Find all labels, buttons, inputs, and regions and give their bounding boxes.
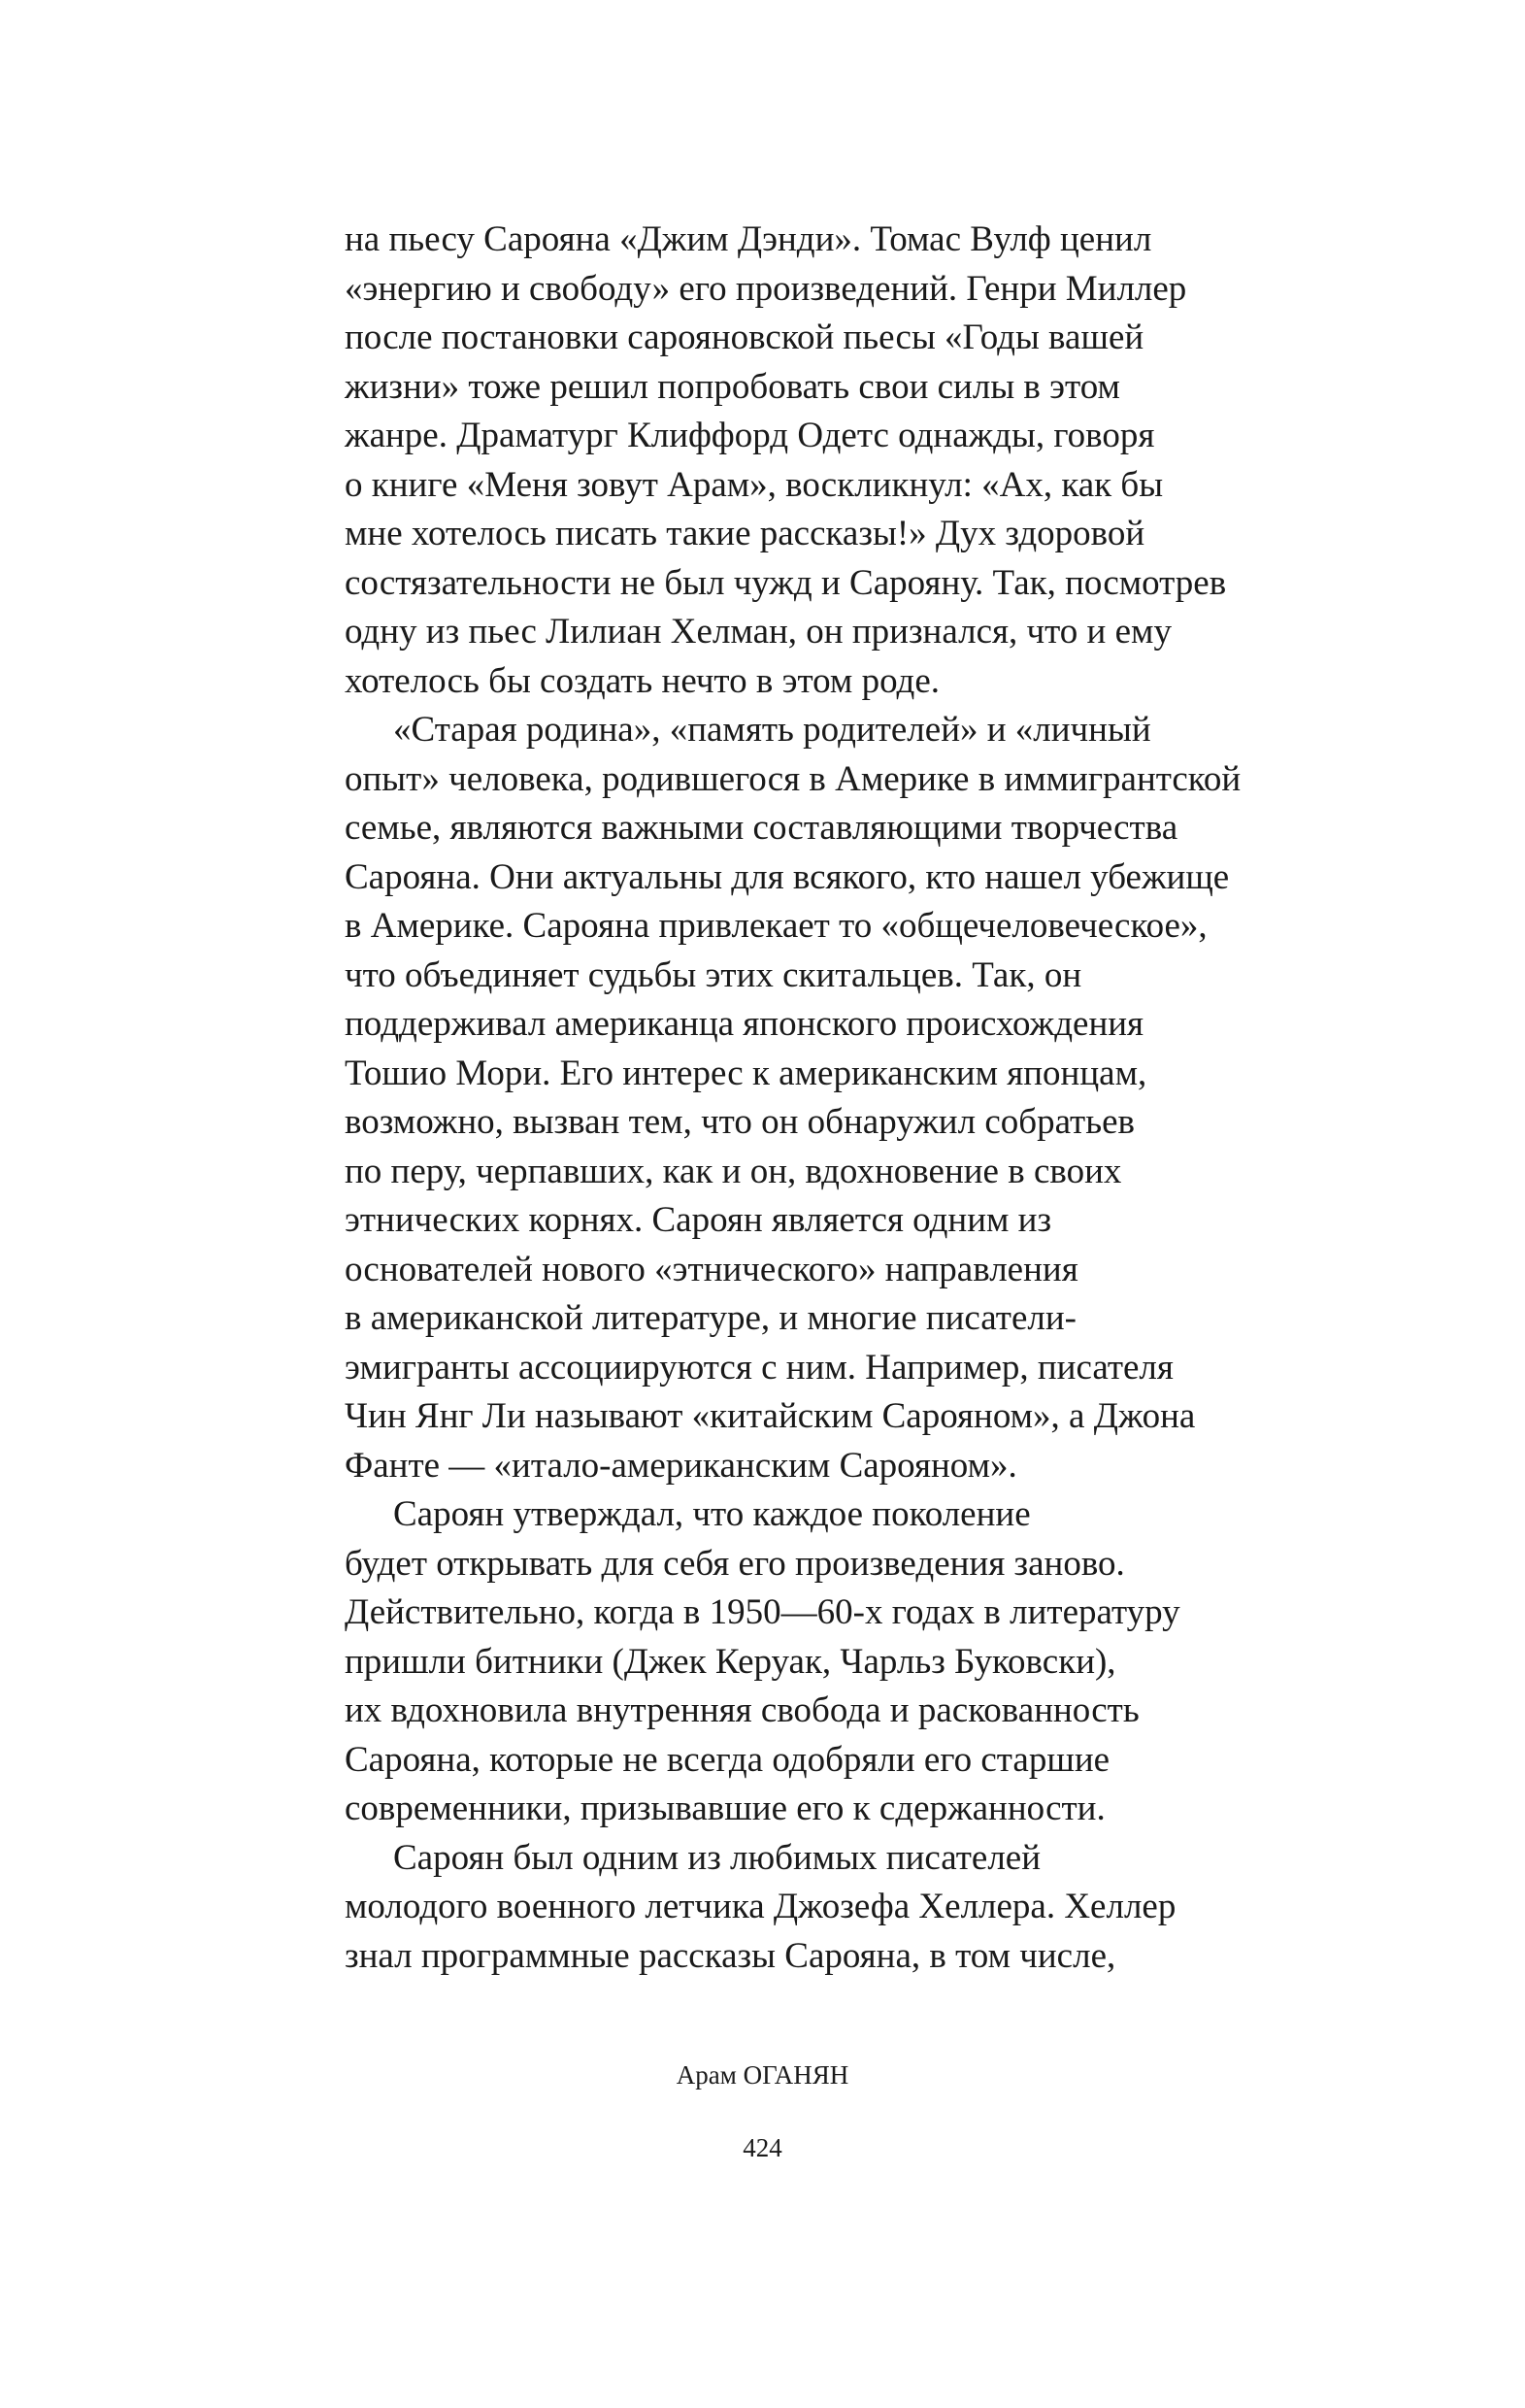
text-line: Сарояна, которые не всегда одобряли его старшие [345,1739,1111,1780]
text-line: эмигранты ассоциируются с ним. Например, писателя [345,1347,1174,1388]
text-line: «энергию и свободу» его произведений. Генри Миллер [345,268,1187,309]
text-line: семье, являются важными составляющими творчества [345,808,1178,848]
text-line: Чин Янг Ли называют «китайским Сарояном», а Джона [345,1396,1196,1436]
text-line: пришли битники (Джек Керуак, Чарльз Буковски), [345,1641,1116,1682]
text-line: их вдохновила внутренняя свобода и раскованность [345,1690,1140,1730]
text-line: современники, призывавшие его к сдержанности. [345,1789,1106,1828]
text-line: возможно, вызван тем, что он обнаружил собратьев [345,1102,1135,1142]
page-number: 424 [743,2133,782,2162]
text-line: основателей нового «этнического» направления [345,1249,1078,1289]
text-line: Сарояна. Они актуальны для всякого, кто нашел убежище [345,856,1230,897]
text-line: в Америке. Сарояна привлекает то «общечеловеческое», [345,906,1208,946]
text-line: молодого военного летчика Джозефа Хеллера. Хеллер [345,1887,1177,1926]
body-text [345,216,1315,1981]
text-line: жанре. Драматург Клиффорд Одетс однажды, говоря [345,416,1155,455]
text-line: Фанте — «итало-американским Сарояном». [345,1445,1017,1486]
text-line: по перу, черпавших, как и он, вдохновение в своих [345,1151,1122,1191]
text-line: после постановки сарояновской пьесы «Годы вашей [345,318,1144,357]
paragraph-first-line: Сароян утверждал, что каждое поколение [393,1494,1031,1534]
text-line: опыт» человека, родившегося в Америке в иммигрантской [345,758,1242,799]
text-line: что объединяет судьбы этих скитальцев. Так, он [345,954,1082,995]
text-line: поддерживал американца японского происхождения [345,1004,1144,1044]
text-line: одну из пьес Лилиан Хелман, он признался, что и ему [345,612,1172,652]
text-line: этнических корнях. Сароян является одним из [345,1200,1052,1240]
text-line: будет открывать для себя его произведения заново. [345,1543,1125,1584]
text-line: в американской литературе, и многие писатели- [345,1298,1077,1338]
text-line: хотелось бы создать нечто в этом роде. [345,660,941,701]
text-line: на пьесу Сарояна «Джим Дэнди». Томас Вулф ценил [345,219,1152,259]
paragraph-first-line: «Старая родина», «память родителей» и «личный [393,710,1151,750]
text-line: Действительно, когда в 1950—60-х годах в литературу [345,1592,1180,1632]
text-line: состязательности не был чужд и Сарояну. Так, посмотрев [345,562,1227,603]
text-line: о книге «Меня зовут Арам», воскликнул: «Ах, как бы [345,464,1164,505]
paragraph-first-line: Сароян был одним из любимых писателей [393,1837,1042,1878]
running-footer-author: Арам ОГАНЯН [676,2060,849,2090]
text-line: жизни» тоже решил попробовать свои силы в этом [345,366,1120,407]
text-line: Тошио Мори. Его интерес к американским японцам, [345,1053,1147,1093]
text-line: мне хотелось писать такие рассказы!» Дух здоровой [345,514,1145,553]
text-line: знал программные рассказы Сарояна, в том числе, [345,1935,1116,1976]
